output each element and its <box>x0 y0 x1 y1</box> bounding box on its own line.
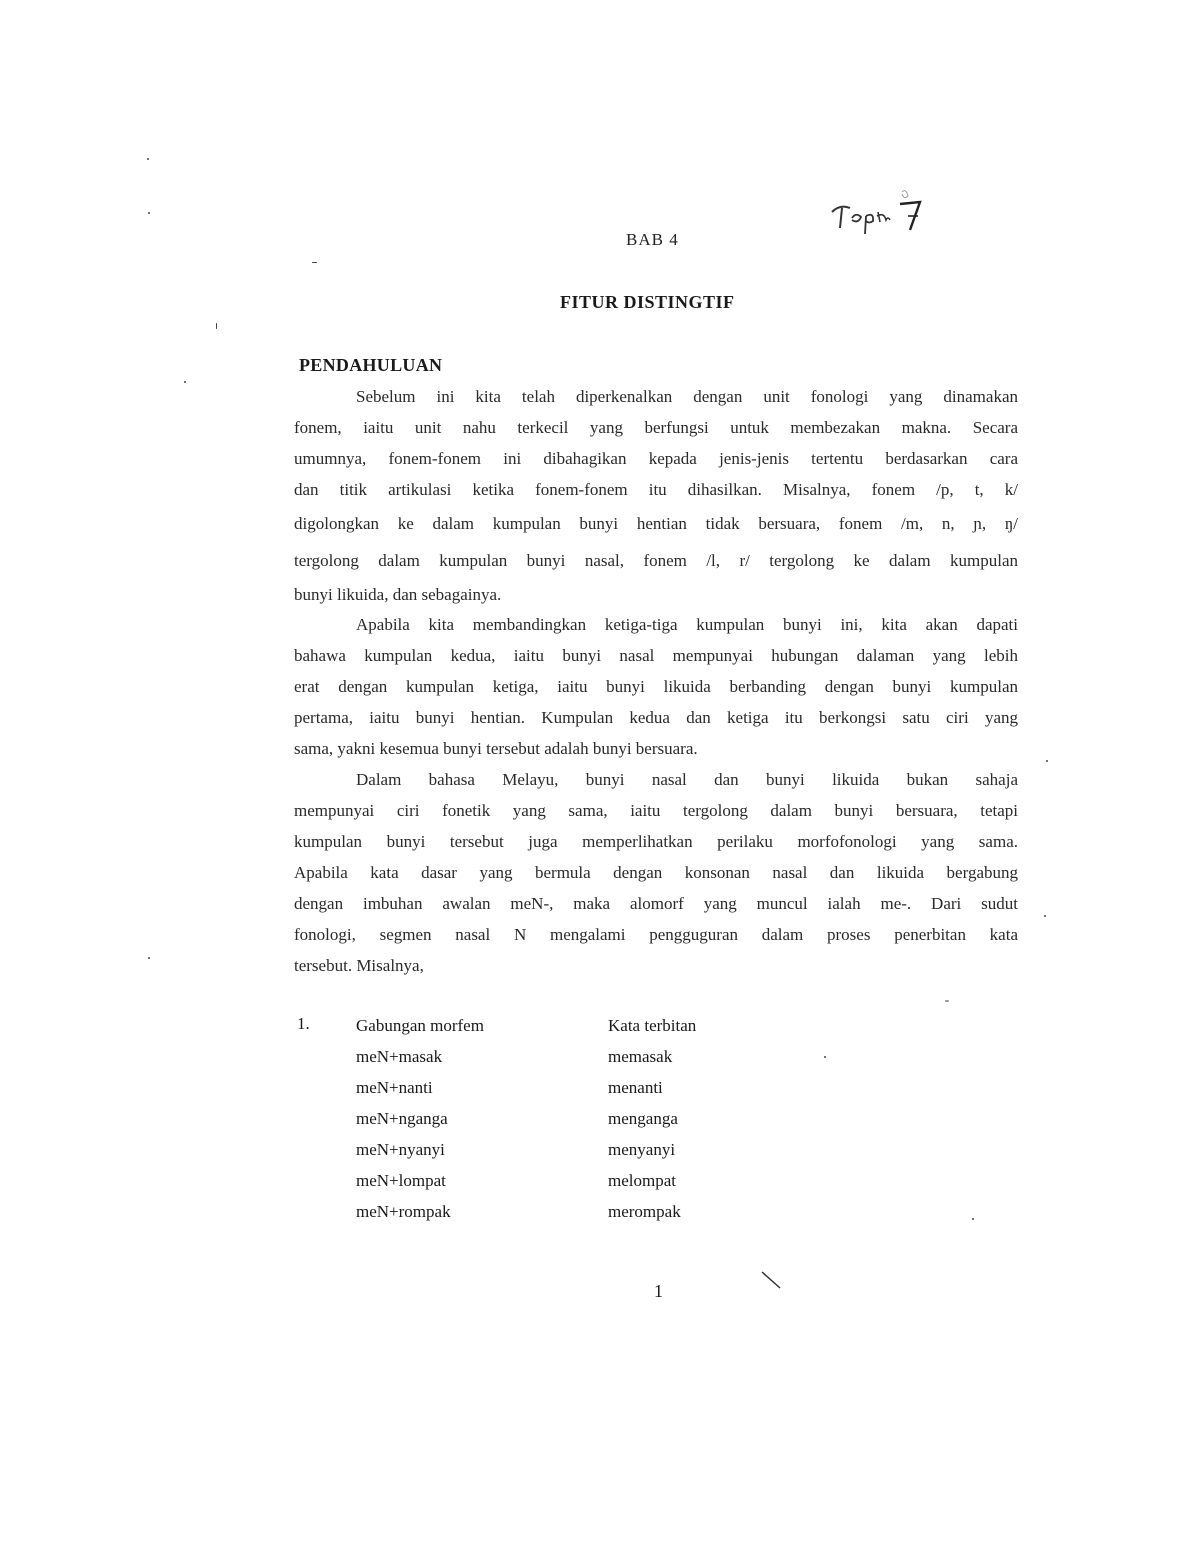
paragraph-line: umumnya, fonem-fonem ini dibahagikan kepada jenis-jenis tertentu berdasarkan cara <box>294 449 1018 468</box>
chapter-title: FITUR DISTINGTIF <box>560 292 735 312</box>
scan-stroke-mark <box>760 1270 784 1292</box>
example-morpheme: meN+nganga <box>356 1109 448 1128</box>
example-morpheme: meN+nyanyi <box>356 1140 445 1159</box>
example-derived-word: menganga <box>608 1109 678 1128</box>
example-column-morpheme <box>356 1010 484 1227</box>
scan-speck <box>216 323 217 329</box>
paragraph-line: fonem, iaitu unit nahu terkecil yang berfungsi untuk membezakan makna. Secara <box>294 418 1018 437</box>
scan-speck <box>1046 760 1048 762</box>
paragraph-line: kumpulan bunyi tersebut juga memperlihatkan perilaku morfofonologi yang sama. <box>294 832 1018 851</box>
scan-speck <box>148 957 150 959</box>
example-derived-word: merompak <box>608 1202 681 1221</box>
handwritten-annotation <box>828 190 938 240</box>
scan-speck <box>184 381 186 383</box>
scan-speck <box>824 1056 826 1058</box>
paragraph-3 <box>294 764 1018 981</box>
scan-speck <box>148 212 150 214</box>
example-derived-word: menanti <box>608 1078 663 1097</box>
example-derived-word: melompat <box>608 1171 676 1190</box>
paragraph-line: dan titik artikulasi ketika fonem-fonem itu dihasilkan. Misalnya, fonem /p, t, k/ <box>294 480 1018 499</box>
scan-speck <box>972 1218 974 1220</box>
scan-speck <box>312 262 317 263</box>
paragraph-1 <box>294 381 1018 610</box>
example-number: 1. <box>297 1014 310 1033</box>
paragraph-line: Dalam bahasa Melayu, bunyi nasal dan bunyi likuida bukan sahaja <box>356 770 1018 789</box>
example-derived-word: menyanyi <box>608 1140 676 1159</box>
example-morpheme: meN+masak <box>356 1047 443 1066</box>
paragraph-line: bunyi likuida, dan sebagainya. <box>294 585 502 604</box>
paragraph-line: bahawa kumpulan kedua, iaitu bunyi nasal mempunyai hubungan dalaman yang lebih <box>294 646 1018 665</box>
paragraph-line: dengan imbuhan awalan meN-, maka alomorf yang muncul ialah me-. Dari sudut <box>294 894 1018 913</box>
example-column-derived <box>608 1010 696 1227</box>
example-header-right: Kata terbitan <box>608 1016 697 1035</box>
example-morpheme: meN+nanti <box>356 1078 433 1097</box>
paragraph-line: erat dengan kumpulan ketiga, iaitu bunyi likuida berbanding dengan bunyi kumpulan <box>294 677 1018 696</box>
paragraph-line: Apabila kata dasar yang bermula dengan konsonan nasal dan likuida bergabung <box>294 863 1018 882</box>
page-number: 1 <box>654 1281 663 1301</box>
example-header-left: Gabungan morfem <box>356 1016 484 1035</box>
example-morpheme: meN+lompat <box>356 1171 446 1190</box>
paragraph-2 <box>294 609 1018 764</box>
section-heading: PENDAHULUAN <box>299 355 443 375</box>
paragraph-line: fonologi, segmen nasal N mengalami pengguguran dalam proses penerbitan kata <box>294 925 1018 944</box>
paragraph-line: Sebelum ini kita telah diperkenalkan dengan unit fonologi yang dinamakan <box>356 387 1018 406</box>
paragraph-line: mempunyai ciri fonetik yang sama, iaitu tergolong dalam bunyi bersuara, tetapi <box>294 801 1018 820</box>
paragraph-line: pertama, iaitu bunyi hentian. Kumpulan kedua dan ketiga itu berkongsi satu ciri yang <box>294 708 1018 727</box>
example-morpheme: meN+rompak <box>356 1202 451 1221</box>
paragraph-line: tersebut. Misalnya, <box>294 956 424 975</box>
chapter-label: BAB 4 <box>626 230 679 249</box>
paragraph-line: sama, yakni kesemua bunyi tersebut adalah bunyi bersuara. <box>294 739 698 758</box>
paragraph-line: Apabila kita membandingkan ketiga-tiga kumpulan bunyi ini, kita akan dapati <box>356 615 1018 634</box>
example-derived-word: memasak <box>608 1047 673 1066</box>
scan-speck <box>945 1000 949 1002</box>
paragraph-line: digolongkan ke dalam kumpulan bunyi hentian tidak bersuara, fonem /m, n, ɲ, ŋ/ <box>294 514 1018 533</box>
paragraph-line: tergolong dalam kumpulan bunyi nasal, fonem /l, r/ tergolong ke dalam kumpulan <box>294 551 1018 570</box>
scan-speck <box>147 158 149 160</box>
scan-speck <box>1044 915 1046 917</box>
